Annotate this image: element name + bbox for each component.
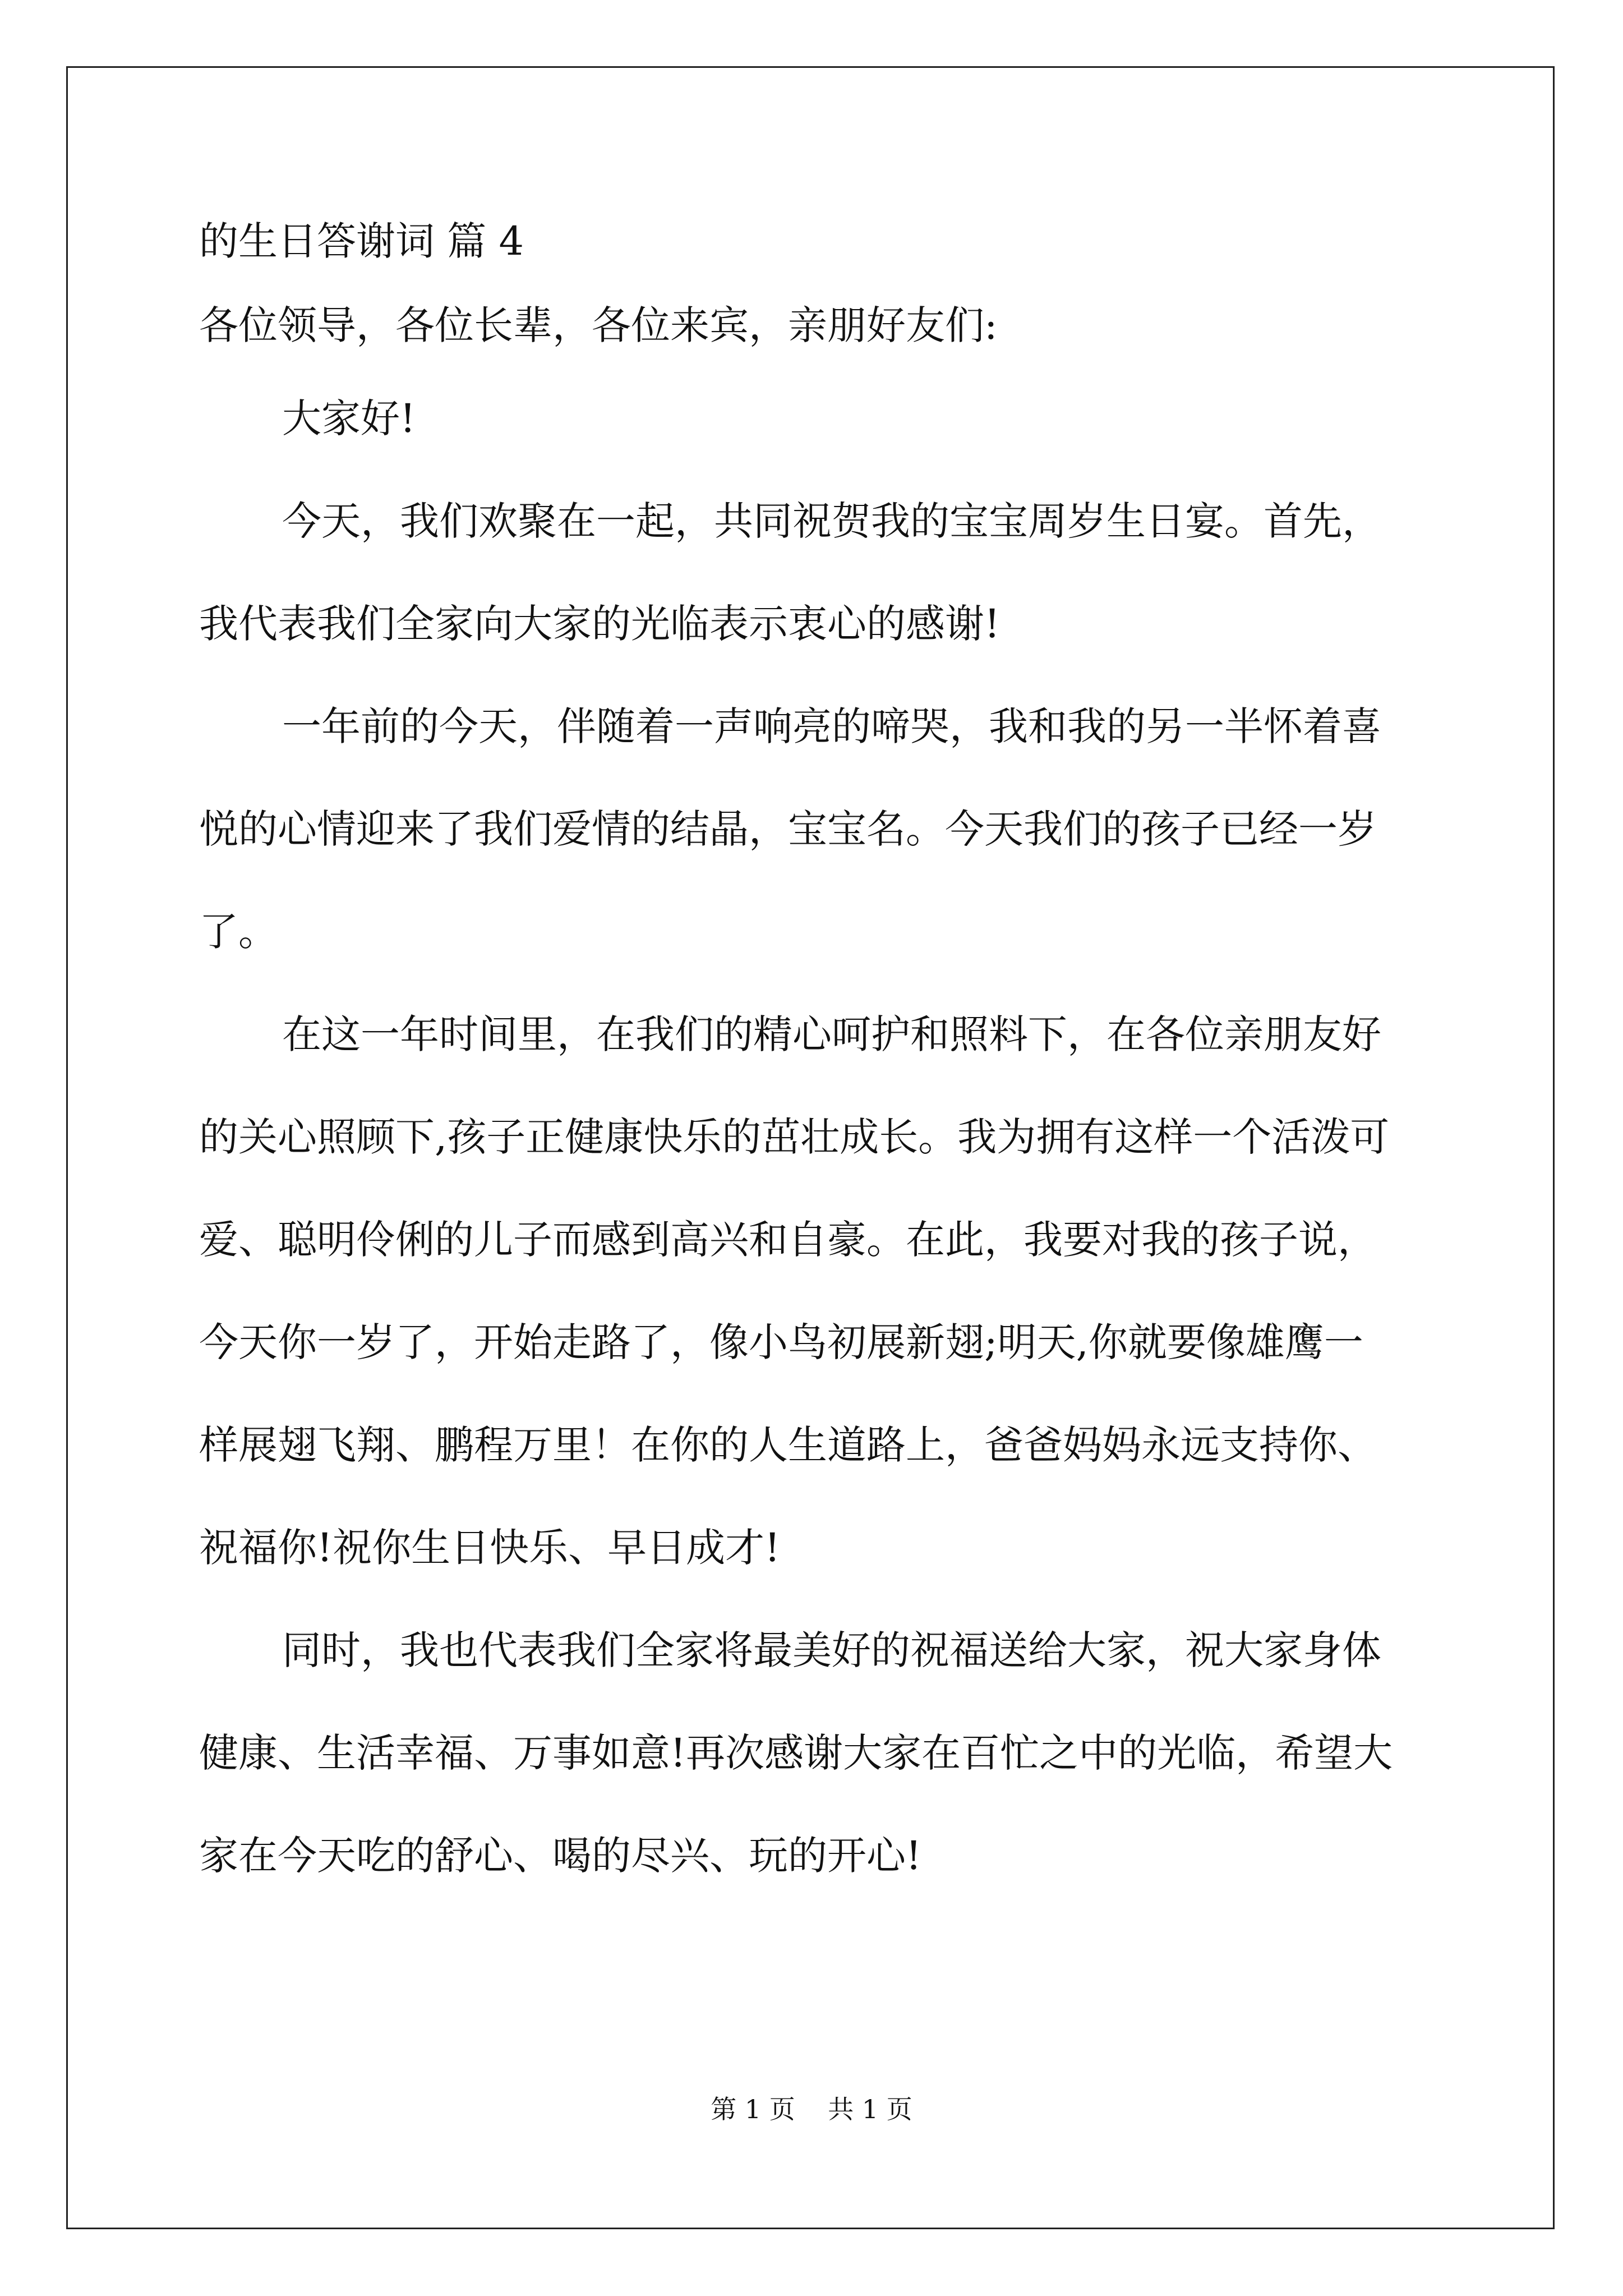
salutation: 各位领导，各位长辈，各位来宾，亲朋好友们:	[199, 302, 998, 348]
paragraph	[199, 367, 1433, 470]
paragraph-line: 我代表我们全家向大家的光临表示衷心的感谢!	[199, 601, 1000, 647]
paragraph-line: 了。	[199, 909, 278, 955]
paragraph	[199, 983, 1433, 1599]
document-heading: 的生日答谢词 篇 4	[199, 218, 524, 264]
paragraph-line: 健康、生活幸福、万事如意!再次感谢大家在百忙之中的光临，希望大	[199, 1730, 1393, 1776]
paragraph	[199, 675, 1433, 983]
document-body	[199, 199, 1433, 1907]
paragraph	[199, 470, 1433, 675]
paragraph-line: 在这一年时间里，在我们的精心呵护和照料下，在各位亲朋友好	[282, 1011, 1381, 1057]
paragraph-list	[199, 367, 1433, 1907]
paragraph-line: 今天，我们欢聚在一起，共同祝贺我的宝宝周岁生日宴。首先，	[282, 498, 1381, 544]
paragraph-line: 家在今天吃的舒心、喝的尽兴、玩的开心!	[199, 1833, 922, 1879]
paragraph-line: 的关心照顾下,孩子正健康快乐的茁壮成长。我为拥有这样一个活泼可	[199, 1114, 1390, 1160]
paragraph-line: 今天你一岁了，开始走路了，像小鸟初展新翅;明天,你就要像雄鹰一	[199, 1319, 1363, 1365]
paragraph-line: 同时，我也代表我们全家将最美好的祝福送给大家，祝大家身体	[282, 1627, 1381, 1673]
page-footer: 第 1 页 共 1 页	[711, 2094, 912, 2124]
paragraph-line: 悦的心情迎来了我们爱情的结晶，宝宝名。今天我们的孩子已经一岁	[199, 806, 1377, 852]
paragraph-line: 爱、聪明伶俐的儿子而感到高兴和自豪。在此，我要对我的孩子说，	[199, 1217, 1377, 1263]
paragraph-line: 祝福你!祝你生日快乐、早日成才!	[199, 1525, 781, 1571]
paragraph	[199, 1599, 1433, 1907]
paragraph-line: 样展翅飞翔、鹏程万里！在你的人生道路上，爸爸妈妈永远支持你、	[199, 1422, 1377, 1468]
paragraph-line: 大家好!	[282, 395, 416, 441]
paragraph-line: 一年前的今天，伴随着一声响亮的啼哭，我和我的另一半怀着喜	[282, 703, 1381, 749]
